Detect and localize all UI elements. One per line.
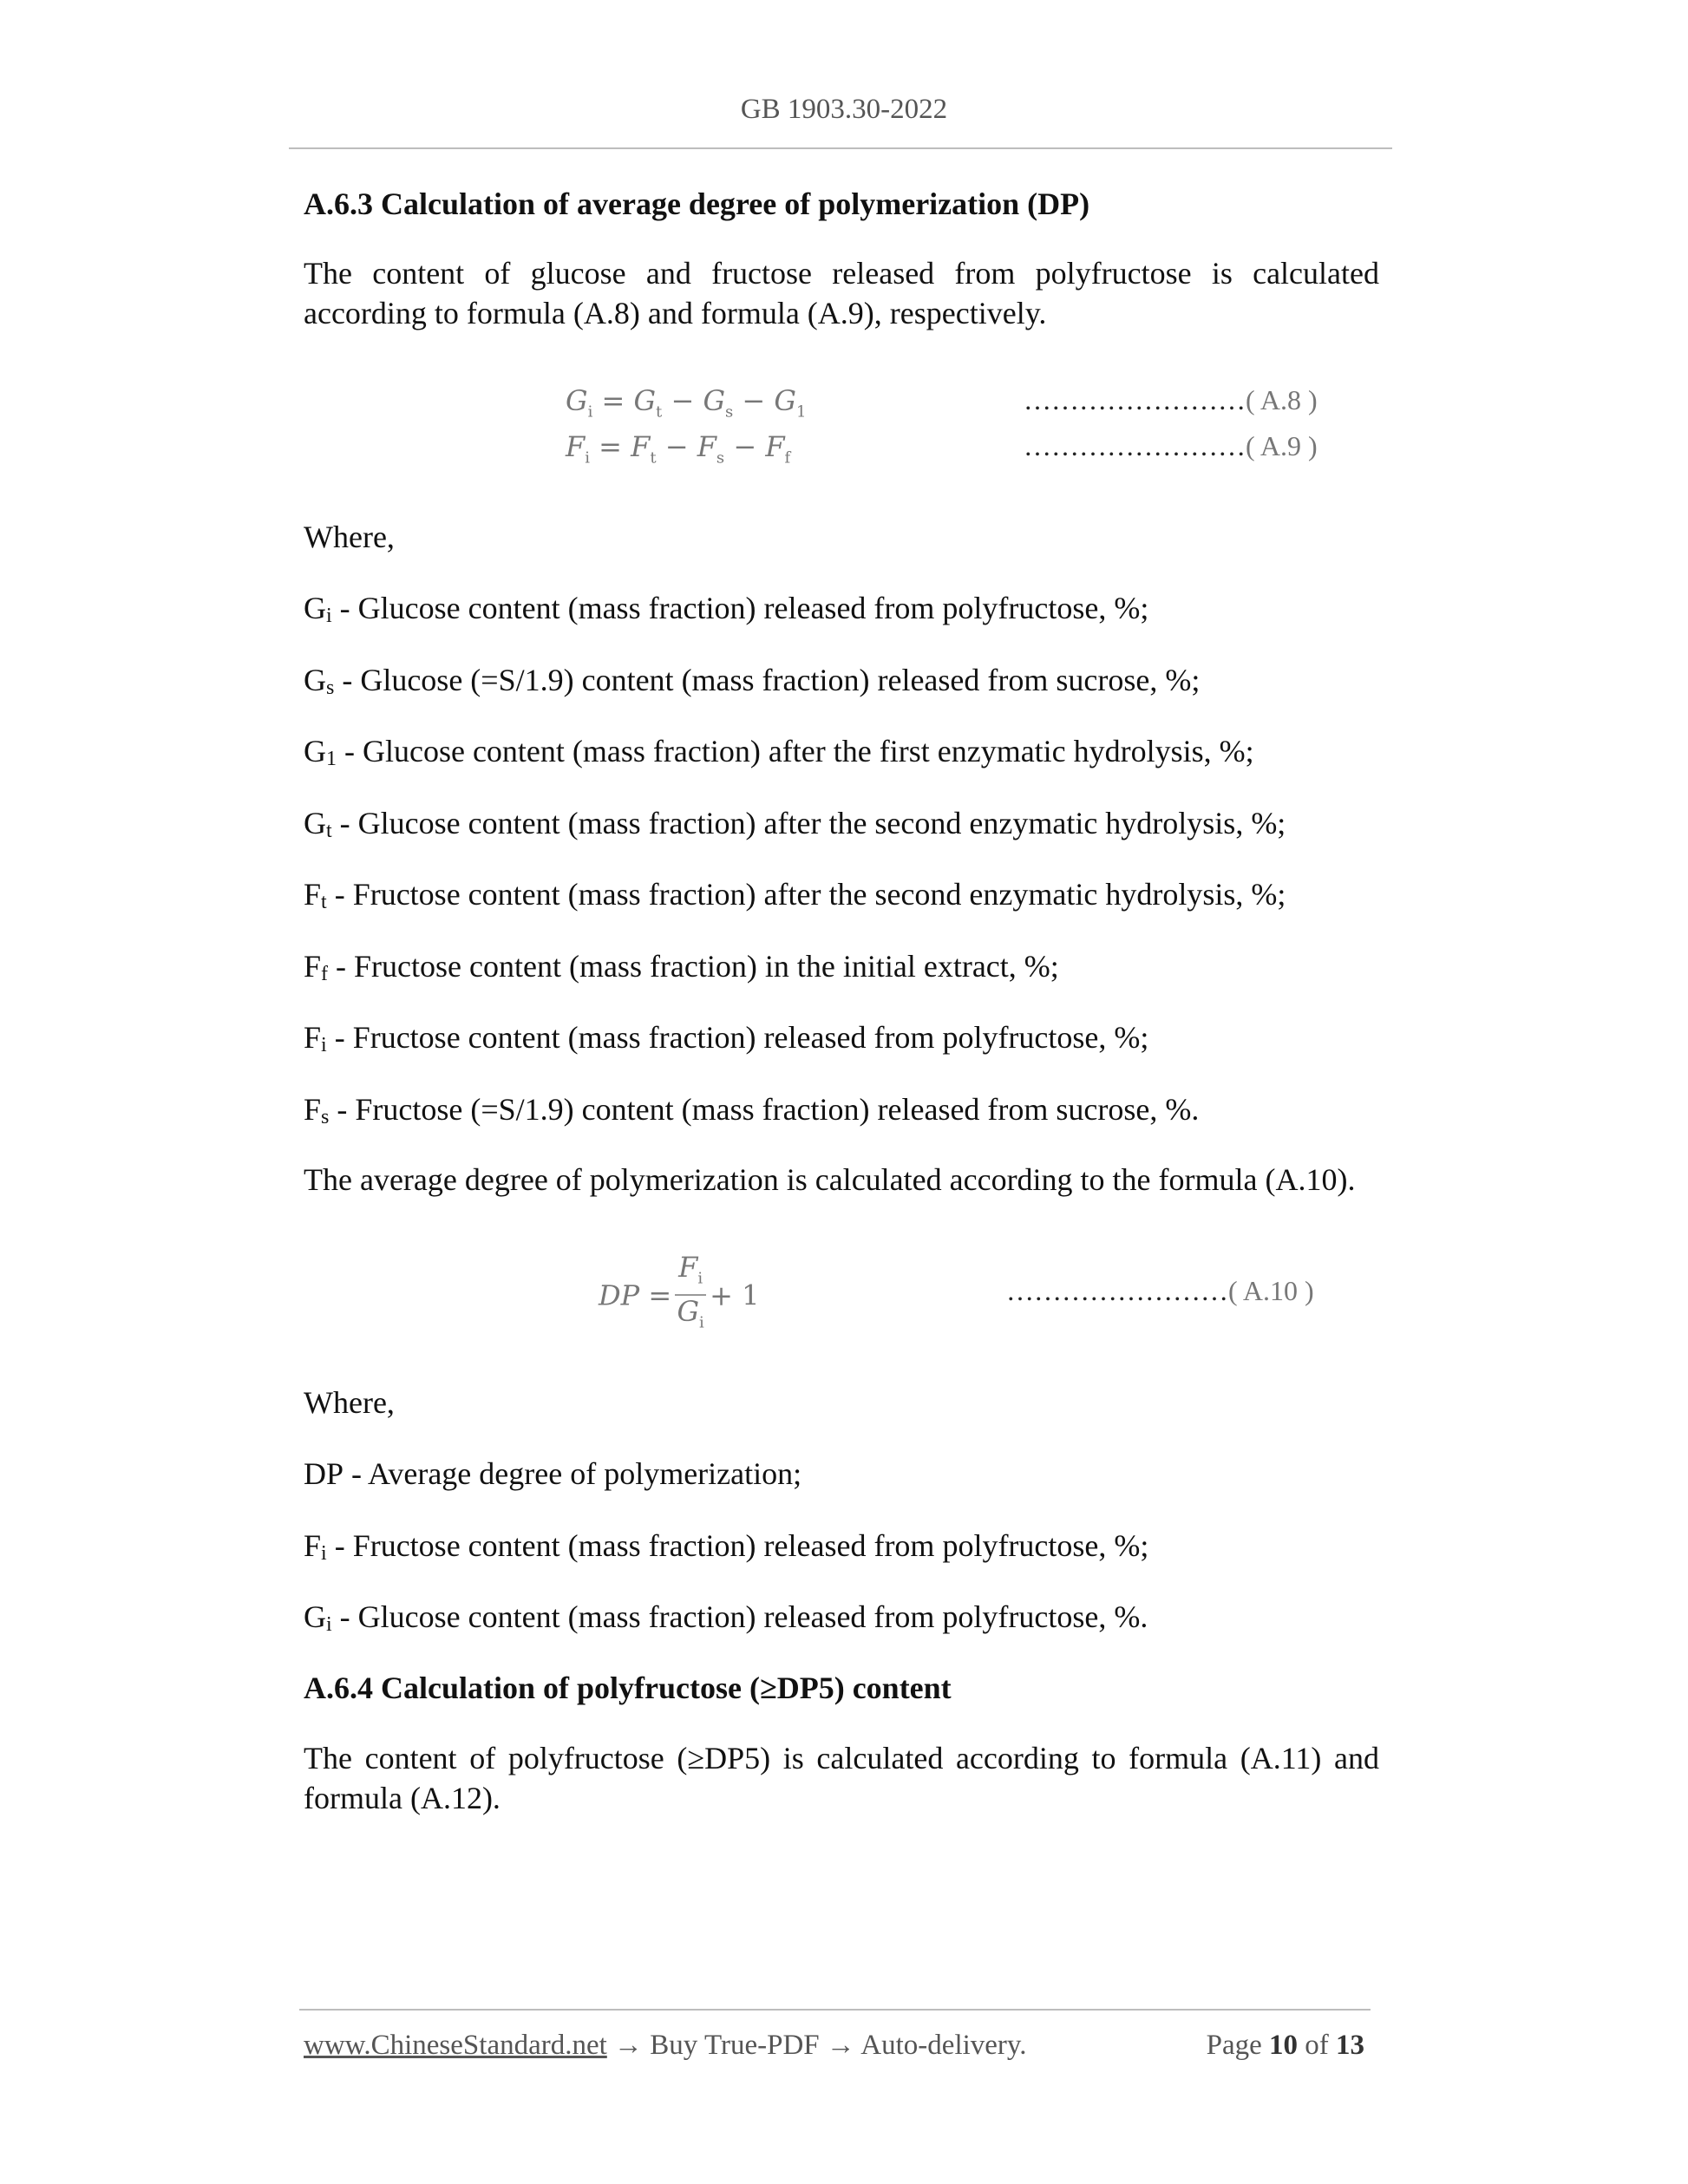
formula-a8-label: ( A.8 ) (1246, 384, 1318, 415)
definition-symbol: G (304, 734, 326, 768)
footer-promo-text: → Buy True-PDF → Auto-delivery. (606, 2030, 1027, 2061)
definition-symbol: F (304, 948, 322, 984)
formula-a10-label: ( A.10 ) (1228, 1275, 1314, 1306)
definition-symbol: F (304, 1091, 322, 1127)
definition-symbol: F (304, 1020, 322, 1055)
page-number: 10 (1269, 2030, 1298, 2061)
definition-item (304, 1597, 1379, 1645)
definition-subscript: t (326, 819, 332, 842)
definition-text: - Glucose (=S/1.9) content (mass fraction) released from sucrose, %; (334, 662, 1201, 697)
formula-a8-dots: …………………… (1024, 384, 1246, 415)
definition-item (304, 874, 1379, 922)
definition-item (304, 1454, 1379, 1501)
definition-subscript: s (321, 1105, 330, 1128)
page-label: Page (1206, 2030, 1262, 2061)
definition-symbol: F (304, 1527, 322, 1563)
definition-item (304, 1089, 1379, 1137)
page-total: 13 (1336, 2030, 1364, 2061)
section-a64-intro: The content of polyfructose (≥DP5) is calculated according to formula (A.11) and formula (A.12). (304, 1741, 1379, 1815)
definition-text: - Fructose content (mass fraction) after the second enzymatic hydrolysis, %; (326, 877, 1286, 912)
definition-symbol: G (304, 805, 326, 840)
definition-subscript: i (321, 1034, 327, 1056)
definition-item (304, 803, 1379, 851)
definition-subscript: s (326, 676, 335, 699)
definition-item (304, 946, 1379, 994)
definition-subscript: i (326, 1613, 332, 1636)
formula-a8-number (1024, 384, 1318, 416)
definition-subscript: t (321, 891, 327, 913)
definition-item (304, 1526, 1379, 1573)
definition-symbol: G (304, 1599, 326, 1634)
document-header: GB 1903.30-2022 (740, 94, 948, 125)
of-label: of (1305, 2030, 1329, 2061)
definition-symbol: G (304, 662, 326, 697)
page-indicator (1207, 2030, 1364, 2062)
formula-a9-number (1024, 430, 1318, 462)
header-divider (289, 147, 1392, 149)
definition-text: - Fructose content (mass fraction) released from polyfructose, %; (326, 1020, 1149, 1055)
definition-text: - Fructose (=S/1.9) content (mass fraction) released from sucrose, %. (329, 1091, 1200, 1127)
definition-text: - Fructose content (mass fraction) in the initial extract, %; (328, 948, 1059, 984)
definition-text: - Glucose content (mass fraction) released from polyfructose, %; (331, 591, 1149, 625)
definition-subscript: f (321, 962, 329, 985)
definition-subscript: i (321, 1541, 327, 1565)
footer-promo (304, 2030, 1027, 2062)
dp-intro: The average degree of polymerization is calculated according to the formula (A.10). (304, 1162, 1356, 1197)
section-heading-a64: A.6.4 Calculation of polyfructose (≥DP5) content (304, 1671, 952, 1705)
formula-a9-label: ( A.9 ) (1246, 430, 1318, 461)
definition-text: - Glucose content (mass fraction) released from polyfructose, %. (331, 1599, 1148, 1634)
formula-a9-dots: …………………… (1024, 430, 1246, 461)
section-a63-intro: The content of glucose and fructose released from polyfructose is calculated according to formula (A.8) and formula (A.9), respectively. (304, 256, 1379, 330)
definition-subscript: i (326, 605, 332, 627)
formula-a9: $F_i = F_t - F_s - F_f$ (566, 430, 791, 468)
definition-item (304, 1017, 1379, 1065)
formula-a10-dots: …………………… (1006, 1275, 1228, 1306)
definition-subscript: 1 (326, 748, 337, 770)
where-label-2: Where, (304, 1385, 395, 1420)
definition-text: - Glucose content (mass fraction) after the first enzymatic hydrolysis, %; (337, 734, 1254, 768)
formula-a10-number (1006, 1275, 1314, 1307)
definition-item (304, 731, 1379, 779)
definition-symbol: F (304, 877, 322, 912)
definition-symbol: DP (304, 1456, 344, 1491)
formula-a10: DP = $\frac{F_i}{G_i}$ + 1 (599, 1252, 759, 1339)
definition-symbol: G (304, 591, 326, 625)
definition-item (304, 660, 1379, 708)
website-link[interactable]: www.ChineseStandard.net (304, 2030, 607, 2061)
definition-item (304, 588, 1379, 636)
where-label-1: Where, (304, 520, 395, 554)
dp-fraction: $\frac{F_i}{G_i}$ (675, 1252, 706, 1339)
definition-text: - Fructose content (mass fraction) released from polyfructose, %; (326, 1527, 1149, 1563)
footer-divider (299, 2009, 1371, 2011)
formula-a8: $G_i = G_t - G_s - G_1$ (566, 384, 807, 422)
section-heading-a63: A.6.3 Calculation of average degree of polymerization (DP) (304, 186, 1090, 221)
definition-text: - Average degree of polymerization; (343, 1456, 802, 1491)
definition-text: - Glucose content (mass fraction) after the second enzymatic hydrolysis, %; (331, 805, 1286, 840)
